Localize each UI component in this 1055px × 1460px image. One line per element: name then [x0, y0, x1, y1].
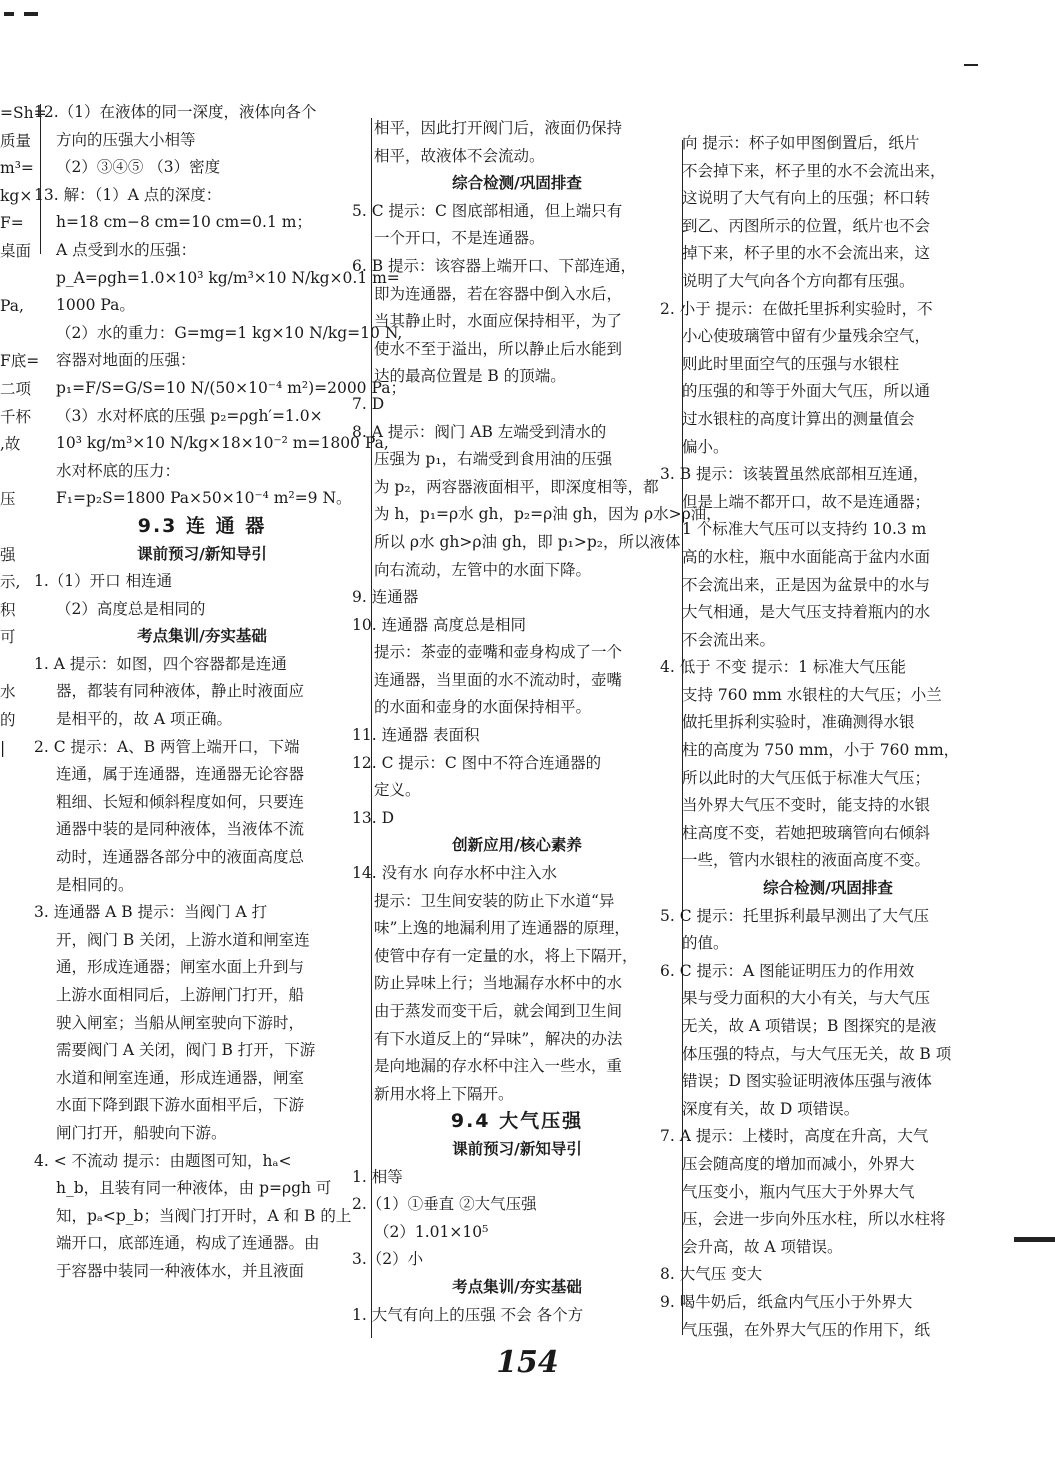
answer-line: 7. A 提示：上楼时，高度在升高，大气	[660, 1127, 929, 1146]
cut-text-fragment: 二项	[0, 379, 32, 398]
answer-line: 是相平的，故 A 项正确。	[56, 710, 233, 729]
answer-line: 到乙、丙图所示的位置，纸片也不会	[682, 216, 931, 235]
answer-line: 通，形成连通器；闸室水面上升到与	[56, 958, 305, 977]
answer-column-3	[660, 130, 996, 1344]
cut-text-fragment: 的	[0, 711, 16, 730]
answer-line: 有下水道反上的“异味”，解决的办法	[374, 1029, 623, 1048]
cut-text-fragment: kg×	[0, 186, 33, 205]
corner-mark-right	[964, 64, 978, 66]
cut-text-fragment: |	[0, 738, 6, 757]
cut-text-fragment: 示,	[0, 573, 21, 592]
answer-line: 10. 连通器 高度总是相同	[352, 615, 527, 634]
cut-text-fragment: 水	[0, 683, 16, 702]
answer-line: 使管中存有一定量的水，将上下隔开，	[374, 946, 638, 965]
answer-line: 闸门打开，船驶向下游。	[56, 1123, 227, 1142]
section-heading: 课前预习/新知导引	[452, 1139, 582, 1158]
answer-line: 新用水将上下隔开。	[374, 1084, 514, 1103]
answer-line: 9. 喝牛奶后，纸盒内气压小于外界大	[660, 1292, 913, 1311]
section-heading: 考点集训/夯实基础	[137, 627, 267, 646]
answer-line: 气压变小，瓶内气压大于外界大气	[682, 1182, 915, 1201]
answer-line: 大气相通，是大气压支持着瓶内的水	[682, 603, 931, 622]
answer-line: （3）水对杯底的压强 p₂=ρgh′=1.0×	[56, 406, 323, 425]
answer-line: 2.（1）①垂直 ②大气压强	[352, 1195, 537, 1214]
answer-line: 水对杯底的压力：	[56, 461, 181, 480]
answer-line: 端开口，底部连通，构成了连通器。由	[56, 1234, 320, 1253]
answer-line: 连通器，当里面的水不流动时，壶嘴	[374, 670, 623, 689]
section-heading: 考点集训/夯实基础	[452, 1277, 582, 1296]
answer-line: 相平，因此打开阀门后，液面仍保持	[374, 119, 623, 137]
answer-line: 则此时里面空气的压强与水银柱	[682, 354, 900, 373]
answer-line: p_A=ρgh=1.0×10³ kg/m³×10 N/kg×0.1 m=	[56, 268, 400, 287]
answer-line: p₁=F/S=G/S=10 N/(50×10⁻⁴ m²)=2000 Pa；	[56, 378, 406, 397]
cut-text-fragment: 质量	[0, 131, 32, 150]
answer-line: 不会流出来。	[682, 630, 776, 649]
answer-line: 1. A 提示：如图，四个容器都是连通	[34, 654, 287, 673]
answer-line: 1. 大气有向上的压强 不会 各个方	[352, 1305, 584, 1324]
answer-line: 器，都装有同种液体，静止时液面应	[56, 682, 305, 701]
answer-line: 不会掉下来，杯子里的水不会流出来，	[682, 161, 946, 180]
cut-text-fragment: Pa,	[0, 297, 24, 316]
answer-line: 的压强的和等于外面大气压，所以通	[682, 382, 931, 401]
answer-line: （2）高度总是相同的	[56, 599, 206, 618]
answer-line: 1.（1）开口 相连通	[34, 572, 173, 591]
answer-line: 相平，故液体不会流动。	[374, 146, 545, 165]
answer-line: 当外界大气压不变时，能支持的水银	[682, 796, 931, 815]
answer-line: （2）1.01×10⁵	[374, 1222, 489, 1241]
answer-line: 压，会进一步向外压水柱，所以水柱将	[682, 1210, 946, 1229]
answer-line: 的水面和壶身的水面保持相平。	[374, 698, 592, 717]
answer-line: 体压强的特点，与大气压无关，故 B 项	[682, 1044, 952, 1063]
answer-line: 知，pₐ<p_b；当阀门打开时，A 和 B 的上	[56, 1206, 352, 1225]
answer-line: 即为连通器，若在容器中倒入水后，	[374, 284, 623, 303]
answer-line: 开，阀门 B 关闭，上游水道和闸室连	[56, 930, 310, 949]
answer-line: 柱的高度为 750 mm，小于 760 mm，	[682, 741, 960, 760]
cut-text-fragment: 桌面	[0, 241, 32, 260]
cut-text-fragment: 压	[0, 490, 16, 509]
answer-line: 当其静止时，水面应保持相平，为了	[374, 312, 623, 331]
answer-line: （2）水的重力：G=mg=1 kg×10 N/kg=10 N,	[56, 323, 403, 342]
answer-line: 驶入闸室；当船从闸室驶向下游时，	[56, 1013, 305, 1032]
answer-line: 说明了大气向各个方向都有压强。	[682, 271, 915, 290]
cut-text-fragment: =Sh=	[0, 104, 47, 122]
section-heading: 创新应用/核心素养	[452, 836, 582, 855]
answer-line: 小心使玻璃管中留有少量残余空气，	[682, 327, 931, 346]
answer-line: 12. C 提示：C 图中不符合连通器的	[352, 753, 602, 772]
cut-text-fragment: F=	[0, 214, 24, 233]
answer-line: 无关，故 A 项错误；B 图探究的是液	[682, 1017, 937, 1035]
answer-line: 提示：茶壶的壶嘴和壶身构成了一个	[374, 643, 623, 662]
answer-line: 这说明了大气有向上的压强；杯口转	[682, 189, 931, 208]
answer-line: 8. A 提示：阀门 AB 左端受到清水的	[352, 422, 607, 441]
answer-line: h_b，且装有同一种液体，由 p=ρgh 可	[56, 1179, 332, 1198]
answer-line: 过水银柱的高度计算出的测量值会	[682, 409, 915, 428]
corner-mark-left	[4, 12, 14, 16]
answer-line: 13. D	[352, 808, 395, 827]
answer-line: 达的最高位置是 B 的顶端。	[374, 367, 566, 386]
answer-line: 5. C 提示：托里拆利最早测出了大气压	[660, 906, 930, 925]
answer-line: 粗细、长短和倾斜程度如何，只要连	[56, 792, 305, 811]
chapter-heading: 9.4 大气压强	[450, 1110, 584, 1133]
answer-line: 深度有关，故 D 项错误。	[682, 1099, 860, 1118]
answer-line: 味”上逸的地漏利用了连通器的原理，	[374, 919, 630, 938]
answer-line: 3.（2）小	[352, 1250, 424, 1269]
cut-text-fragment: ,故	[0, 435, 21, 454]
answer-line: h=18 cm−8 cm=10 cm=0.1 m；	[56, 213, 312, 232]
answer-line: 2. C 提示：A、B 两管上端开口，下端	[34, 737, 300, 756]
page-number: 154	[496, 1345, 559, 1380]
answer-line: 连通，属于连通器，连通器无论容器	[56, 765, 305, 784]
answer-line: 掉下来，杯子里的水不会流出来，这	[682, 244, 931, 263]
answer-line: 10³ kg/m³×10 N/kg×18×10⁻² m=1800 Pa,	[56, 434, 389, 453]
answer-line: 向 提示：杯子如甲图倒置后，纸片	[682, 134, 920, 152]
answer-line: 错误；D 图实验证明液体压强与液体	[682, 1072, 932, 1091]
answer-line: 所以 ρ水 gh>ρ油 gh，即 p₁>p₂，所以液体	[374, 532, 681, 551]
answer-line: 1. 相等	[352, 1167, 403, 1186]
answer-line: 4. < 不流动 提示：由题图可知，hₐ<	[34, 1151, 292, 1170]
cut-text-fragment: F底=	[0, 352, 40, 371]
answer-line: 水面下降到跟下游水面相平后，下游	[56, 1096, 305, 1115]
cut-text-fragment: 强	[0, 545, 16, 564]
answer-line: 1 个标准大气压可以支持约 10.3 m	[682, 520, 927, 539]
edge-mark-right	[1014, 1237, 1055, 1242]
answer-line: 于容器中装同一种液体水，并且液面	[56, 1261, 305, 1280]
answer-line: 由于蒸发而变干后，就会闻到卫生间	[374, 1002, 623, 1020]
answer-line: 3. 连通器 A B 提示：当阀门 A 打	[34, 903, 268, 922]
answer-line: 8. 大气压 变大	[660, 1265, 763, 1284]
answer-line: 是相同的。	[56, 875, 134, 894]
answer-line: 支持 760 mm 水银柱的大气压；小兰	[682, 685, 942, 704]
answer-line: 提示：卫生间安装的防止下水道“异	[374, 891, 615, 910]
answer-line: A 点受到水的压强：	[56, 240, 197, 259]
answer-line: 水道和闸室连通，形成连通器，闸室	[56, 1068, 305, 1087]
answer-line: 是向地漏的存水杯中注入一些水，重	[374, 1057, 623, 1076]
answer-line: 压会随高度的增加而减小，外界大	[682, 1154, 915, 1173]
answer-line: 上游水面相同后，上游闸门打开，船	[56, 986, 305, 1004]
answer-line: 果与受力面积的大小有关，与大气压	[682, 989, 931, 1008]
answer-line: 压强为 p₁，右端受到食用油的压强	[374, 450, 613, 469]
cut-text-fragment: 千杯	[0, 407, 32, 426]
answer-line: 所以此时的大气压低于标准大气压；	[682, 768, 931, 787]
answer-line: 做托里拆利实验时，准确测得水银	[682, 713, 915, 732]
answer-line: 2. 小于 提示：在做托里拆利实验时，不	[660, 299, 933, 318]
answer-line: 使水不至于溢出，所以静止后水能到	[374, 339, 623, 358]
answer-line: 气压强，在外界大气压的作用下，纸	[682, 1320, 931, 1339]
section-heading: 综合检测/巩固排查	[452, 174, 582, 193]
answer-line: 偏小。	[682, 437, 729, 456]
answer-line: 需要阀门 A 关闭，阀门 B 打开，下游	[56, 1041, 316, 1060]
answer-line: 5. C 提示：C 图底部相通，但上端只有	[352, 201, 623, 220]
answer-line: 动时，连通器各部分中的液面高度总	[56, 848, 305, 867]
section-heading: 课前预习/新知导引	[137, 544, 267, 563]
answer-line: 14. 没有水 向存水杯中注入水	[352, 864, 558, 883]
answer-line: 向右流动，左管中的水面下降。	[374, 560, 592, 579]
answer-line: 防止异味上行；当地漏存水杯中的水	[374, 974, 623, 993]
cut-text-fragment: 积	[0, 600, 16, 619]
answer-line: 但是上端不都开口，故不是连通器；	[682, 492, 931, 511]
answer-line: 的值。	[682, 934, 729, 953]
answer-line: 3. B 提示：该装置虽然底部相互连通，	[660, 465, 929, 484]
answer-line: 6. B 提示：该容器上端开口、下部连通，	[352, 256, 637, 275]
answer-line: 为 p₂，两容器液面相平，即深度相等，都	[374, 477, 659, 496]
answer-line: 一些，管内水银柱的液面高度不变。	[682, 851, 931, 870]
answer-line: 高的水柱，瓶中水面能高于盆内水面	[682, 547, 931, 566]
answer-line: 7. D	[352, 394, 385, 413]
chapter-heading: 9.3 连 通 器	[137, 514, 267, 537]
cut-text-fragment: 可	[0, 628, 16, 647]
answer-line: 11. 连通器 表面积	[352, 726, 480, 745]
answer-line: 方向的压强大小相等	[56, 130, 196, 149]
answer-line: F₁=p₂S=1800 Pa×50×10⁻⁴ m²=9 N。	[56, 489, 352, 508]
corner-mark-left-2	[24, 12, 38, 16]
answer-line: 柱高度不变，若她把玻璃管向右倾斜	[682, 823, 931, 842]
answer-line: 一个开口，不是连通器。	[374, 229, 545, 248]
answer-line: 定义。	[374, 781, 421, 800]
answer-line: 13. 解：（1）A 点的深度：	[34, 185, 222, 204]
answer-line: 12.（1）在液体的同一深度，液体向各个	[34, 103, 317, 121]
answer-line: 会升高，故 A 项错误。	[682, 1237, 843, 1256]
answer-line: 9. 连通器	[352, 588, 419, 607]
answer-line: 通器中装的是同种液体，当液体不流	[56, 820, 305, 839]
answer-line: 为 h，p₁=ρ水 gh，p₂=ρ油 gh，因为 ρ水>ρ油，	[374, 505, 722, 524]
answer-line: 不会流出来，正是因为盆景中的水与	[682, 575, 931, 594]
answer-line: （2）③④⑤ （3）密度	[56, 158, 221, 177]
answer-line: 1000 Pa。	[56, 296, 135, 315]
answer-line: 4. 低于 不变 提示：1 标准大气压能	[660, 658, 906, 677]
cut-text-fragment: m³=	[0, 159, 34, 178]
answer-line: 容器对地面的压强：	[56, 351, 196, 370]
answer-line: 6. C 提示：A 图能证明压力的作用效	[660, 961, 915, 980]
section-heading: 综合检测/巩固排查	[763, 879, 893, 898]
